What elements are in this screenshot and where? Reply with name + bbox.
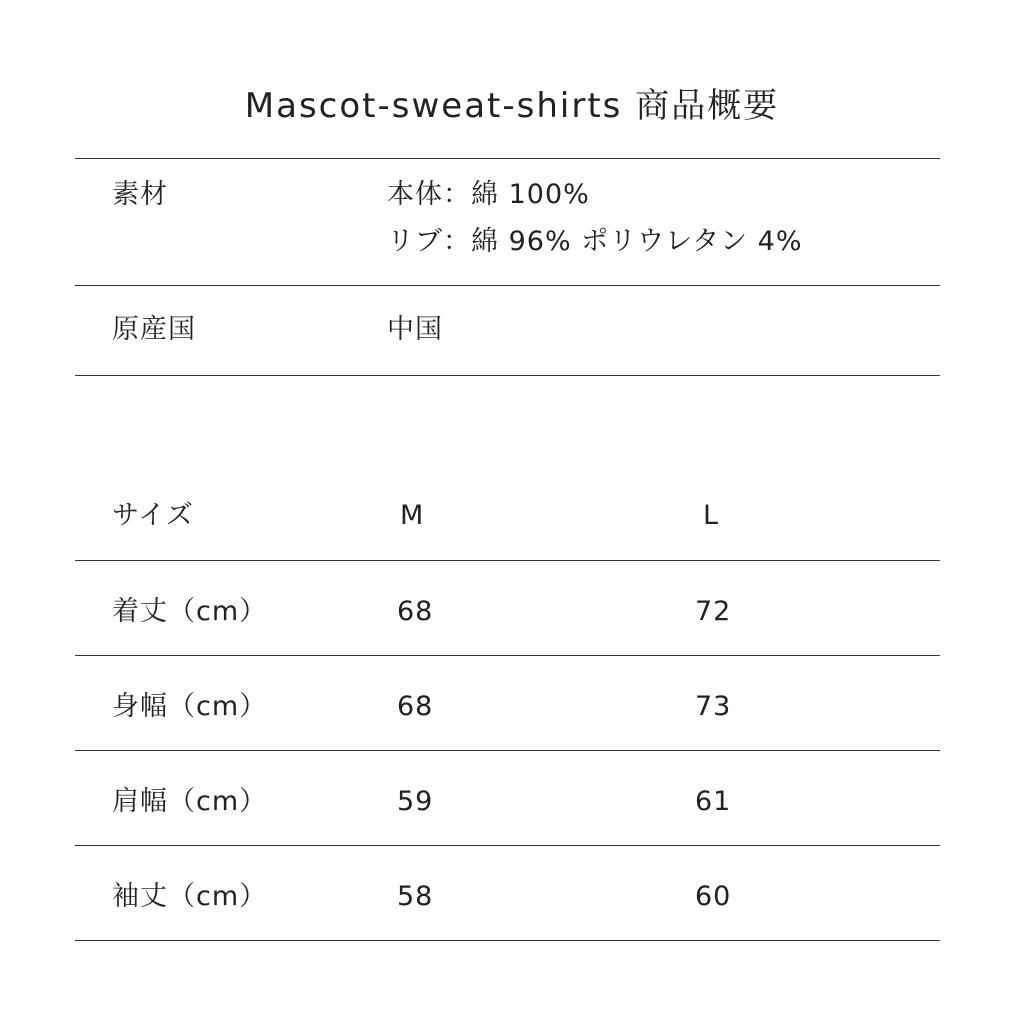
row-label-width: 身幅（cm）	[112, 691, 268, 722]
material-label: 素材	[112, 179, 168, 210]
size-header-l: L	[703, 500, 720, 531]
origin-value: 中国	[387, 314, 443, 345]
size-header-label: サイズ	[112, 500, 194, 531]
row-value-shoulder-l: 61	[695, 786, 732, 817]
row-value-sleeve-m: 58	[397, 881, 434, 912]
divider	[75, 285, 940, 286]
divider	[75, 750, 940, 751]
row-label-sleeve: 袖丈（cm）	[112, 881, 268, 912]
row-value-sleeve-l: 60	[695, 881, 732, 912]
row-label-length: 着丈（cm）	[112, 596, 268, 627]
row-value-length-l: 72	[695, 596, 732, 627]
material-value-line-1: 本体：綿 100%	[387, 179, 590, 210]
divider	[75, 560, 940, 561]
divider	[75, 655, 940, 656]
origin-label: 原産国	[112, 314, 196, 345]
row-value-width-m: 68	[397, 691, 434, 722]
divider	[75, 375, 940, 376]
divider	[75, 158, 940, 159]
row-value-length-m: 68	[397, 596, 434, 627]
row-label-shoulder: 肩幅（cm）	[112, 786, 268, 817]
material-value-line-2: リブ：綿 96% ポリウレタン 4%	[387, 226, 803, 257]
size-header-m: M	[400, 500, 425, 531]
divider	[75, 940, 940, 941]
row-value-shoulder-m: 59	[397, 786, 434, 817]
row-value-width-l: 73	[695, 691, 732, 722]
page-title: Mascot-sweat-shirts 商品概要	[244, 86, 780, 126]
divider	[75, 845, 940, 846]
